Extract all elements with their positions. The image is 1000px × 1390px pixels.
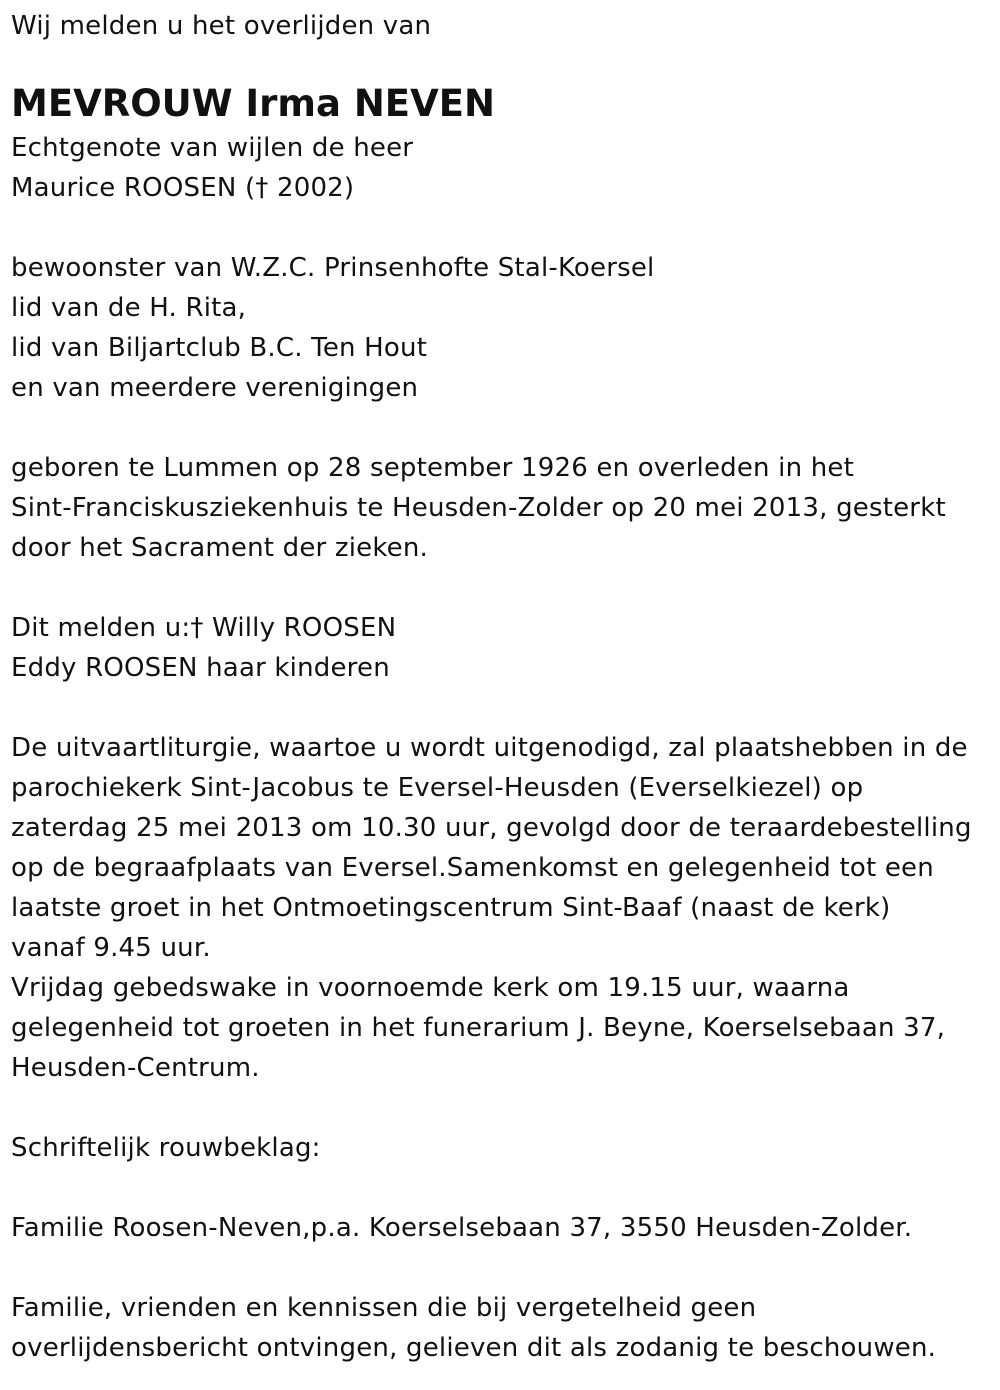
affiliations-block (11, 248, 991, 408)
intro-text: Wij melden u het overlijden van (11, 11, 432, 41)
spacer (11, 1168, 991, 1208)
spacer (11, 208, 991, 248)
life-dates-line: Sint-Franciskusziekenhuis te Heusden-Zolder op 20 mei 2013, gesterkt (11, 493, 946, 523)
spacer (11, 688, 991, 728)
funeral-line: laatste groet in het Ontmoetingscentrum Sint-Baaf (naast de kerk) (11, 893, 891, 923)
closing-block (11, 1288, 991, 1368)
funeral-line: Heusden-Centrum. (11, 1053, 260, 1083)
condolences-heading: Schriftelijk rouwbeklag: (11, 1133, 321, 1163)
family-line: Dit melden u:† Willy ROOSEN (11, 613, 397, 643)
funeral-line: zaterdag 25 mei 2013 om 10.30 uur, gevolgd door de teraardebestelling (11, 813, 972, 843)
affiliation-line: bewoonster van W.Z.C. Prinsenhofte Stal-Koersel (11, 253, 655, 283)
funeral-line: vanaf 9.45 uur. (11, 933, 211, 963)
funeral-line: Vrijdag gebedswake in voornoemde kerk om 19.15 uur, waarna (11, 973, 850, 1003)
life-dates-block (11, 448, 991, 568)
funeral-block (11, 728, 991, 1088)
affiliation-line: en van meerdere verenigingen (11, 373, 419, 403)
death-notice (11, 6, 991, 1368)
spouse-name: Maurice ROOSEN († 2002) (11, 173, 355, 203)
funeral-line: gelegenheid tot groeten in het funerarium J. Beyne, Koerselsebaan 37, (11, 1013, 946, 1043)
deceased-name: MEVROUW Irma NEVEN (11, 82, 495, 125)
funeral-line: De uitvaartliturgie, waartoe u wordt uitgenodigd, zal plaatshebben in de (11, 733, 968, 763)
life-dates-line: door het Sacrament der zieken. (11, 533, 429, 563)
spacer (11, 568, 991, 608)
closing-line: Familie, vrienden en kennissen die bij vergetelheid geen (11, 1293, 757, 1323)
affiliation-line: lid van de H. Rita, (11, 293, 247, 323)
spacer (11, 1248, 991, 1288)
affiliation-line: lid van Biljartclub B.C. Ten Hout (11, 333, 428, 363)
spacer (11, 1088, 991, 1128)
condolences-address: Familie Roosen-Neven,p.a. Koerselsebaan 37, 3550 Heusden-Zolder. (11, 1213, 913, 1243)
spacer (11, 408, 991, 448)
funeral-line: op de begraafplaats van Eversel.Samenkomst en gelegenheid tot een (11, 853, 934, 883)
funeral-line: parochiekerk Sint-Jacobus te Eversel-Heusden (Everselkiezel) op (11, 773, 864, 803)
family-block (11, 608, 991, 688)
life-dates-line: geboren te Lummen op 28 september 1926 en overleden in het (11, 453, 855, 483)
family-line: Eddy ROOSEN haar kinderen (11, 653, 390, 683)
spouse-line: Echtgenote van wijlen de heer (11, 133, 414, 163)
closing-line: overlijdensbericht ontvingen, gelieven dit als zodanig te beschouwen. (11, 1333, 937, 1363)
